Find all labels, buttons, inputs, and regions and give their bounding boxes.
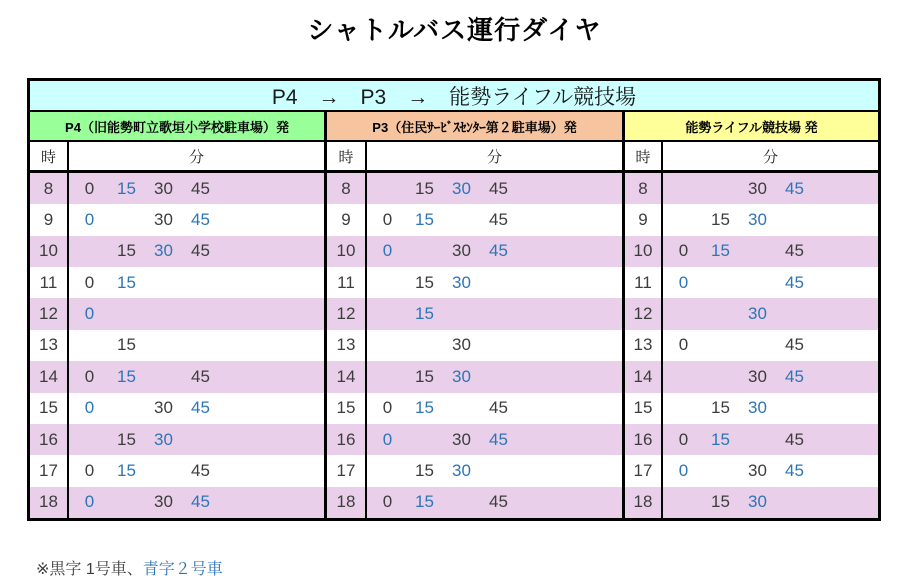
timetable-row: [30, 267, 878, 298]
minute-value: 30: [748, 460, 767, 480]
minutes-cell: [367, 173, 625, 204]
minute-value: 45: [785, 335, 804, 355]
minute-value: 45: [785, 366, 804, 386]
minute-value: 30: [748, 492, 767, 512]
timetable-body: [30, 173, 878, 518]
minute-value: 45: [191, 492, 210, 512]
minutes-cell: [663, 393, 878, 424]
hour-cell: 11: [625, 267, 663, 298]
minute-value: 15: [117, 460, 136, 480]
hour-cell: 10: [327, 236, 367, 267]
timetable-row: [30, 424, 878, 455]
minute-column-label: 分: [69, 142, 327, 170]
legend-black-car: ※黒字 1号車、: [36, 561, 143, 578]
minutes-cell: [69, 487, 327, 518]
minute-value: 45: [191, 460, 210, 480]
minute-value: 0: [382, 492, 393, 512]
hour-cell: 18: [30, 487, 69, 518]
column-label-row: [30, 142, 878, 173]
minutes-cell: [367, 424, 625, 455]
minutes-cell: [367, 487, 625, 518]
minute-value: 15: [711, 398, 730, 418]
minute-value: 30: [452, 335, 471, 355]
minute-value: 30: [452, 241, 471, 261]
hour-cell: 15: [30, 393, 69, 424]
hour-cell: 8: [625, 173, 663, 204]
hour-cell: 13: [30, 330, 69, 361]
hour-column-label: 時: [625, 142, 663, 170]
minutes-cell: [663, 487, 878, 518]
route-header: P4 → P3 → 能勢ライフル競技場: [30, 81, 878, 112]
minute-value: 45: [489, 398, 508, 418]
minute-value: 30: [748, 398, 767, 418]
minute-value: 45: [785, 241, 804, 261]
minutes-cell: [663, 267, 878, 298]
minute-value: 0: [678, 460, 689, 480]
minute-value: 15: [415, 178, 434, 198]
minute-value: 15: [117, 335, 136, 355]
minute-value: 45: [489, 429, 508, 449]
minutes-cell: [367, 236, 625, 267]
legend-note: [36, 556, 223, 579]
timetable-row: [30, 330, 878, 361]
hour-cell: 14: [625, 361, 663, 392]
hour-cell: 18: [625, 487, 663, 518]
minute-value: 15: [711, 241, 730, 261]
minutes-cell: [367, 267, 625, 298]
minutes-cell: [69, 361, 327, 392]
minute-value: 30: [452, 460, 471, 480]
hour-cell: 17: [30, 455, 69, 486]
minute-value: 15: [711, 492, 730, 512]
minute-value: 0: [382, 398, 393, 418]
minute-value: 15: [415, 366, 434, 386]
minute-value: 30: [748, 178, 767, 198]
minute-value: 0: [84, 492, 95, 512]
hour-cell: 8: [30, 173, 69, 204]
section-headers: [30, 112, 878, 142]
minute-value: 0: [84, 398, 95, 418]
minute-value: 45: [785, 178, 804, 198]
hour-cell: 9: [30, 204, 69, 235]
minutes-cell: [663, 298, 878, 329]
minute-value: 15: [415, 492, 434, 512]
minutes-cell: [663, 236, 878, 267]
minutes-cell: [367, 455, 625, 486]
timetable: [27, 78, 881, 521]
minute-value: 0: [382, 210, 393, 230]
minutes-cell: [663, 455, 878, 486]
minutes-cell: [69, 330, 327, 361]
page-title: シャトルバス運行ダイヤ: [307, 15, 602, 45]
minutes-cell: [69, 298, 327, 329]
hour-cell: 12: [625, 298, 663, 329]
minute-value: 15: [415, 210, 434, 230]
minute-value: 45: [191, 398, 210, 418]
minutes-cell: [69, 173, 327, 204]
minutes-cell: [367, 393, 625, 424]
minute-value: 15: [117, 366, 136, 386]
hour-cell: 14: [327, 361, 367, 392]
minutes-cell: [367, 298, 625, 329]
minute-value: 45: [785, 429, 804, 449]
hour-cell: 17: [327, 455, 367, 486]
minute-value: 30: [154, 178, 173, 198]
minute-value: 45: [785, 272, 804, 292]
minutes-cell: [663, 424, 878, 455]
hour-cell: 16: [327, 424, 367, 455]
minutes-cell: [69, 267, 327, 298]
hour-column-label: 時: [30, 142, 69, 170]
hour-column-label: 時: [327, 142, 367, 170]
timetable-row: [30, 487, 878, 518]
minutes-cell: [663, 173, 878, 204]
minute-value: 30: [154, 492, 173, 512]
hour-cell: 17: [625, 455, 663, 486]
minute-value: 30: [154, 398, 173, 418]
minute-value: 15: [117, 429, 136, 449]
minutes-cell: [367, 361, 625, 392]
timetable-row: [30, 455, 878, 486]
timetable-row: [30, 361, 878, 392]
section-header-2: P3（住民ｻｰﾋﾞｽｾﾝﾀｰ第２駐車場）発: [327, 112, 625, 140]
minutes-cell: [69, 204, 327, 235]
hour-cell: 18: [327, 487, 367, 518]
minute-value: 15: [711, 429, 730, 449]
hour-cell: 8: [327, 173, 367, 204]
minute-value: 30: [748, 210, 767, 230]
minute-value: 45: [191, 366, 210, 386]
minutes-cell: [69, 236, 327, 267]
hour-cell: 12: [30, 298, 69, 329]
hour-cell: 11: [30, 267, 69, 298]
minute-value: 30: [452, 272, 471, 292]
minute-value: 0: [678, 241, 689, 261]
hour-cell: 13: [327, 330, 367, 361]
minutes-cell: [367, 204, 625, 235]
timetable-row: [30, 298, 878, 329]
timetable-row: [30, 204, 878, 235]
hour-cell: 12: [327, 298, 367, 329]
minute-value: 0: [84, 210, 95, 230]
hour-cell: 16: [30, 424, 69, 455]
minute-value: 30: [452, 429, 471, 449]
hour-cell: 9: [327, 204, 367, 235]
minute-value: 30: [154, 241, 173, 261]
minute-value: 0: [382, 241, 393, 261]
minute-value: 45: [191, 241, 210, 261]
minutes-cell: [69, 393, 327, 424]
minute-value: 15: [711, 210, 730, 230]
minute-value: 0: [678, 429, 689, 449]
minute-value: 30: [154, 210, 173, 230]
minute-value: 45: [489, 210, 508, 230]
minute-value: 15: [415, 272, 434, 292]
timetable-row: [30, 393, 878, 424]
minute-value: 45: [489, 178, 508, 198]
hour-cell: 14: [30, 361, 69, 392]
minute-value: 45: [489, 492, 508, 512]
minute-column-label: 分: [367, 142, 625, 170]
minute-value: 30: [748, 366, 767, 386]
minutes-cell: [69, 424, 327, 455]
hour-cell: 13: [625, 330, 663, 361]
minute-value: 15: [415, 304, 434, 324]
minutes-cell: [663, 330, 878, 361]
minutes-cell: [367, 330, 625, 361]
timetable-row: [30, 173, 878, 204]
hour-cell: 16: [625, 424, 663, 455]
minute-value: 0: [382, 429, 393, 449]
minute-value: 15: [117, 178, 136, 198]
timetable-row: [30, 236, 878, 267]
minute-value: 45: [785, 460, 804, 480]
section-header-1: P4（旧能勢町立歌垣小学校駐車場）発: [30, 112, 327, 140]
minutes-cell: [663, 361, 878, 392]
minute-value: 30: [452, 178, 471, 198]
minute-value: 45: [489, 241, 508, 261]
minute-value: 30: [154, 429, 173, 449]
hour-cell: 15: [327, 393, 367, 424]
hour-cell: 10: [625, 236, 663, 267]
hour-cell: 15: [625, 393, 663, 424]
hour-cell: 9: [625, 204, 663, 235]
minute-value: 45: [191, 210, 210, 230]
minute-value: 0: [84, 304, 95, 324]
minute-value: 0: [84, 178, 95, 198]
minute-value: 0: [84, 366, 95, 386]
minute-value: 30: [452, 366, 471, 386]
minutes-cell: [69, 455, 327, 486]
minute-column-label: 分: [762, 148, 778, 166]
minute-value: 45: [191, 178, 210, 198]
minute-value: 0: [84, 272, 95, 292]
legend-blue-car: 青字２号車: [142, 561, 223, 578]
minute-value: 0: [678, 335, 689, 355]
hour-cell: 10: [30, 236, 69, 267]
minute-value: 15: [415, 460, 434, 480]
minute-value: 15: [117, 272, 136, 292]
minute-value: 15: [117, 241, 136, 261]
hour-cell: 11: [327, 267, 367, 298]
minutes-cell: [663, 204, 878, 235]
minute-value: 0: [678, 272, 689, 292]
minute-value: 30: [748, 304, 767, 324]
minute-value: 0: [84, 460, 95, 480]
minute-value: 15: [415, 398, 434, 418]
section-header-3: 能勢ライフル競技場 発: [625, 112, 878, 140]
